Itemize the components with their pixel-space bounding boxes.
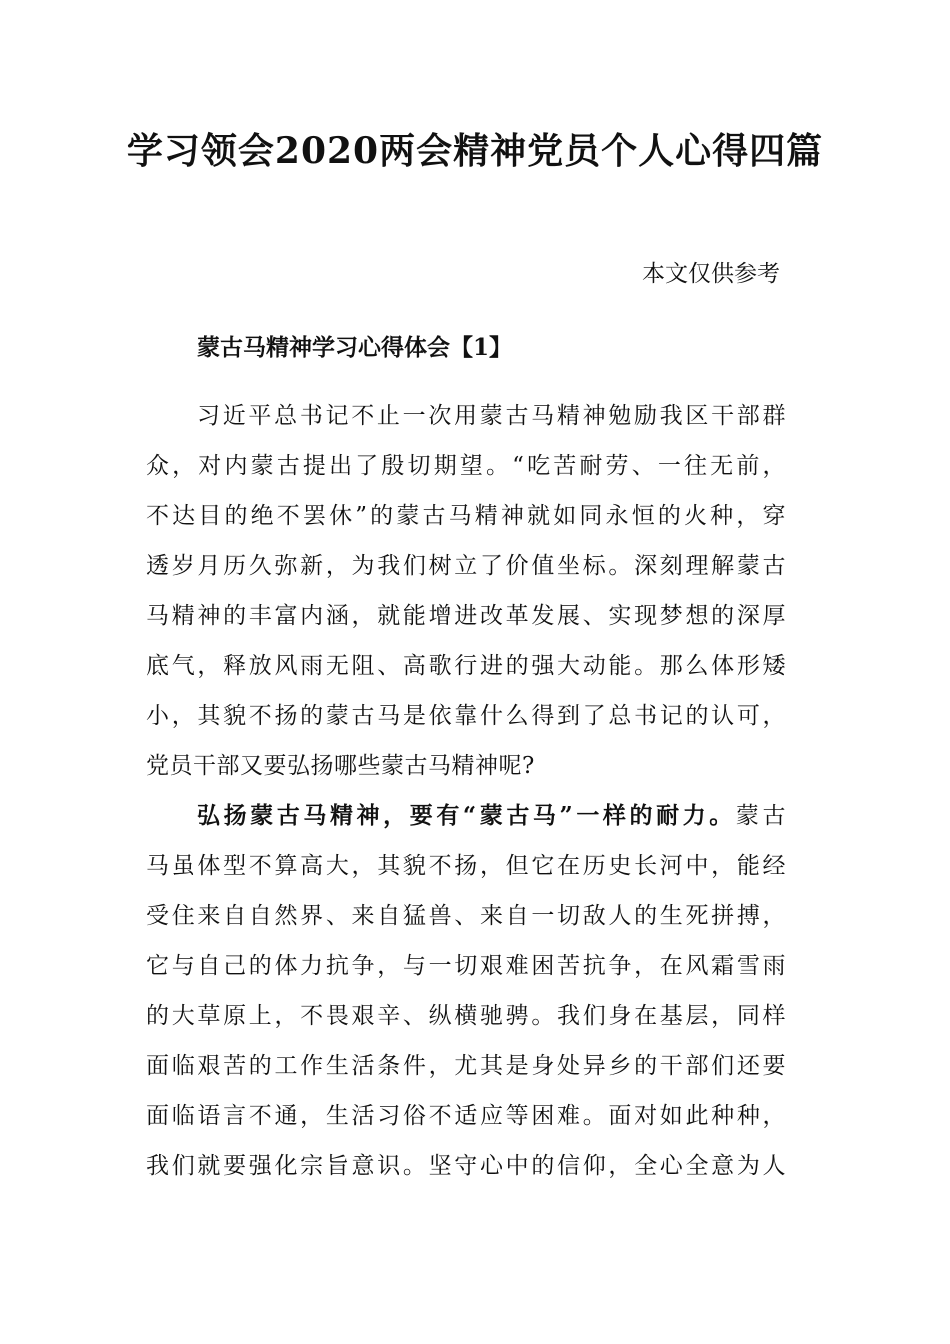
paragraph-line: 小，其貌不扬的蒙古马是依靠什么得到了总书记的认可， <box>146 703 786 729</box>
paragraph-line: 马精神的丰富内涵，就能增进改革发展、实现梦想的深厚 <box>146 603 786 629</box>
paragraph-line: 面临语言不通，生活习俗不适应等困难。面对如此种种， <box>146 1103 786 1129</box>
reference-note: 本文仅供参考 <box>642 261 780 287</box>
paragraph-line: 底气，释放风雨无阻、高歌行进的强大动能。那么体形矮 <box>146 653 786 679</box>
paragraph-line: 习近平总书记不止一次用蒙古马精神勉励我区干部群 <box>197 403 786 429</box>
section-heading: 蒙古马精神学习心得体会【1】 <box>197 334 513 361</box>
paragraph-line: 不达目的绝不罢休”的蒙古马精神就如同永恒的火种，穿 <box>146 503 786 529</box>
paragraph-text: 蒙古 <box>735 803 786 829</box>
paragraph-line: 党员干部又要弘扬哪些蒙古马精神呢? <box>146 753 535 779</box>
paragraph-line <box>197 798 786 834</box>
paragraph-line: 马虽体型不算高大，其貌不扬，但它在历史长河中，能经 <box>146 853 786 879</box>
paragraph-line: 面临艰苦的工作生活条件，尤其是身处异乡的干部们还要 <box>146 1053 786 1079</box>
paragraph-line: 的大草原上，不畏艰辛、纵横驰骋。我们身在基层，同样 <box>146 1003 786 1029</box>
paragraph-line: 众，对内蒙古提出了殷切期望。“吃苦耐劳、一往无前， <box>146 453 786 479</box>
paragraph-line: 它与自己的体力抗争，与一切艰难困苦抗争，在风霜雪雨 <box>146 953 786 979</box>
paragraph-line: 透岁月历久弥新，为我们树立了价值坐标。深刻理解蒙古 <box>146 553 786 579</box>
paragraph-line: 受住来自自然界、来自猛兽、来自一切敌人的生死拼搏， <box>146 903 786 929</box>
document-title: 学习领会2020两会精神党员个人心得四篇 <box>126 130 824 172</box>
paragraph-line: 我们就要强化宗旨意识。坚守心中的信仰，全心全意为人 <box>146 1153 786 1179</box>
emphasis-text: 弘扬蒙古马精神，要有“蒙古马”一样的耐力。 <box>197 802 736 829</box>
